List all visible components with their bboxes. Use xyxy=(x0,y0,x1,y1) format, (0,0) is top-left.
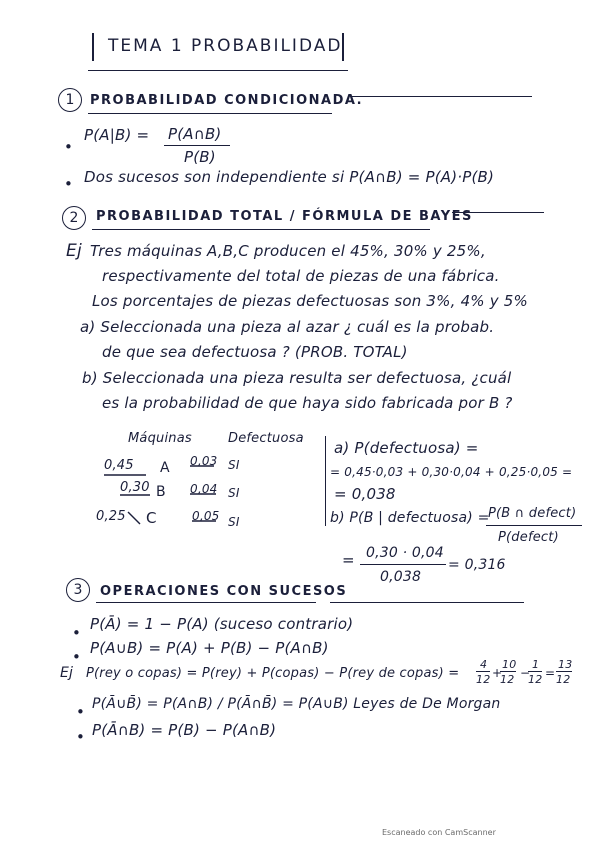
question-a-line-1: a) Seleccionada una pieza al azar ¿ cuál es la probab. xyxy=(80,318,495,336)
tree-prob-c: 0,25 xyxy=(96,509,126,524)
de-morgan-laws: P(Ā∪B̄) = P(A∩B) / P(Ā∩B̄) = P(A∪B) Leyes de De Morgan xyxy=(92,696,501,712)
fraction-3-denominator: 12 xyxy=(528,673,543,686)
example-rey-copas: P(rey o copas) = P(rey) + P(copas) − P(rey de copas) = xyxy=(86,666,460,681)
example-label: Ej xyxy=(60,665,74,681)
fraction-4-numerator: 13 xyxy=(558,658,573,671)
solution-a-line-1: a) P(defectuosa) = xyxy=(334,439,479,457)
solution-b-fraction-line-2 xyxy=(360,564,446,565)
tree-defect-b: 0,04 xyxy=(190,482,218,496)
tree-machine-b: B xyxy=(156,484,166,500)
solution-a-line-2: = 0,45·0,03 + 0,30·0,04 + 0,25·0,05 = xyxy=(330,465,573,479)
solution-b-numerator-2: 0,30 · 0,04 xyxy=(366,545,444,561)
problem-line-3: Los porcentajes de piezas defectuosas son 3%, 4% y 5% xyxy=(92,292,528,310)
fraction-2-denominator: 12 xyxy=(500,673,515,686)
section-number-2: 2 xyxy=(62,206,86,230)
tree-machine-c: C xyxy=(146,509,157,527)
solution-b-numerator: P(B ∩ defect) xyxy=(488,506,577,521)
question-a-line-2: de que sea defectuosa ? (PROB. TOTAL) xyxy=(102,343,408,361)
section-heading-3-underline xyxy=(96,602,316,603)
bullet: • xyxy=(72,624,82,642)
tree-prob-b: 0,30 xyxy=(120,480,150,495)
bullet: • xyxy=(64,175,74,193)
operator-2: − xyxy=(520,666,531,680)
question-b-line-1: b) Seleccionada una pieza resulta ser defectuosa, ¿cuál xyxy=(82,369,512,387)
fraction-3-numerator: 1 xyxy=(532,658,540,671)
solution-b-result: = 0,316 xyxy=(448,557,506,573)
tree-prob-a: 0,45 xyxy=(104,458,134,473)
complement-rule: P(Ā) = 1 − P(A) (suceso contrario) xyxy=(90,615,354,633)
union-rule: P(A∪B) = P(A) + P(B) − P(A∩B) xyxy=(90,639,329,657)
tree-branch-c xyxy=(128,512,140,524)
fraction-1-denominator: 12 xyxy=(476,673,491,686)
independence-text: Dos sucesos son independiente si P(A∩B) = P(A)·P(B) xyxy=(84,168,495,186)
tree-header-defective: Defectuosa xyxy=(228,431,304,446)
bullet: • xyxy=(76,703,86,721)
scanner-footer: Escaneado con CamScanner xyxy=(382,828,496,837)
fraction-3-line xyxy=(528,671,542,672)
section-heading-2: PROBABILIDAD TOTAL / FÓRMULA DE BAYES xyxy=(96,209,473,224)
tree-result-c: SI xyxy=(228,515,240,529)
tree-machine-a: A xyxy=(160,460,170,476)
fraction-1-line xyxy=(476,671,490,672)
section-heading-1: PROBABILIDAD CONDICIONADA. xyxy=(90,93,364,108)
fraction-2-line xyxy=(500,671,516,672)
fraction-4-line xyxy=(556,671,572,672)
fraction-1-numerator: 4 xyxy=(480,658,488,671)
solution-b-equals: = xyxy=(342,551,355,569)
problem-line-2: respectivamente del total de piezas de una fábrica. xyxy=(102,267,500,285)
cond-prob-denominator: P(B) xyxy=(184,148,216,166)
cond-prob-lhs: P(A|B) = xyxy=(84,126,150,144)
example-label: Ej xyxy=(66,241,82,261)
section-heading-3: OPERACIONES CON SUCESOS xyxy=(100,584,348,599)
question-b-line-2: es la probabilidad de que haya sido fabricada por B ? xyxy=(102,394,513,412)
solution-a-line-3: = 0,038 xyxy=(334,485,396,503)
operator-1: + xyxy=(492,666,503,680)
bullet: • xyxy=(64,138,74,156)
problem-line-1: Tres máquinas A,B,C producen el 45%, 30% y 25%, xyxy=(90,242,486,260)
solution-b-denominator: P(defect) xyxy=(498,530,559,545)
tree-result-a: SI xyxy=(228,458,240,472)
bullet: • xyxy=(72,648,82,666)
tree-result-b: SI xyxy=(228,486,240,500)
solution-b-denominator-2: 0,038 xyxy=(380,569,422,585)
fraction-4-denominator: 12 xyxy=(556,673,571,686)
section-number-1: 1 xyxy=(58,88,82,112)
bullet: • xyxy=(76,728,86,746)
difference-rule: P(Ā∩B) = P(B) − P(A∩B) xyxy=(92,721,277,739)
tree-divider xyxy=(325,436,326,526)
solution-b-fraction-line xyxy=(486,525,582,526)
solution-b-lhs: b) P(B | defectuosa) = xyxy=(330,510,490,526)
section-3-rule xyxy=(330,602,524,603)
tree-defect-a: 0,03 xyxy=(190,454,218,468)
cond-prob-numerator: P(A∩B) xyxy=(168,125,222,143)
section-number-3: 3 xyxy=(66,578,90,602)
page-title: TEMA 1 PROBABILIDAD xyxy=(108,36,343,56)
operator-3: = xyxy=(545,666,556,680)
fraction-2-numerator: 10 xyxy=(502,658,517,671)
tree-header-machines: Máquinas xyxy=(128,431,192,446)
tree-defect-c: 0,05 xyxy=(192,509,220,523)
